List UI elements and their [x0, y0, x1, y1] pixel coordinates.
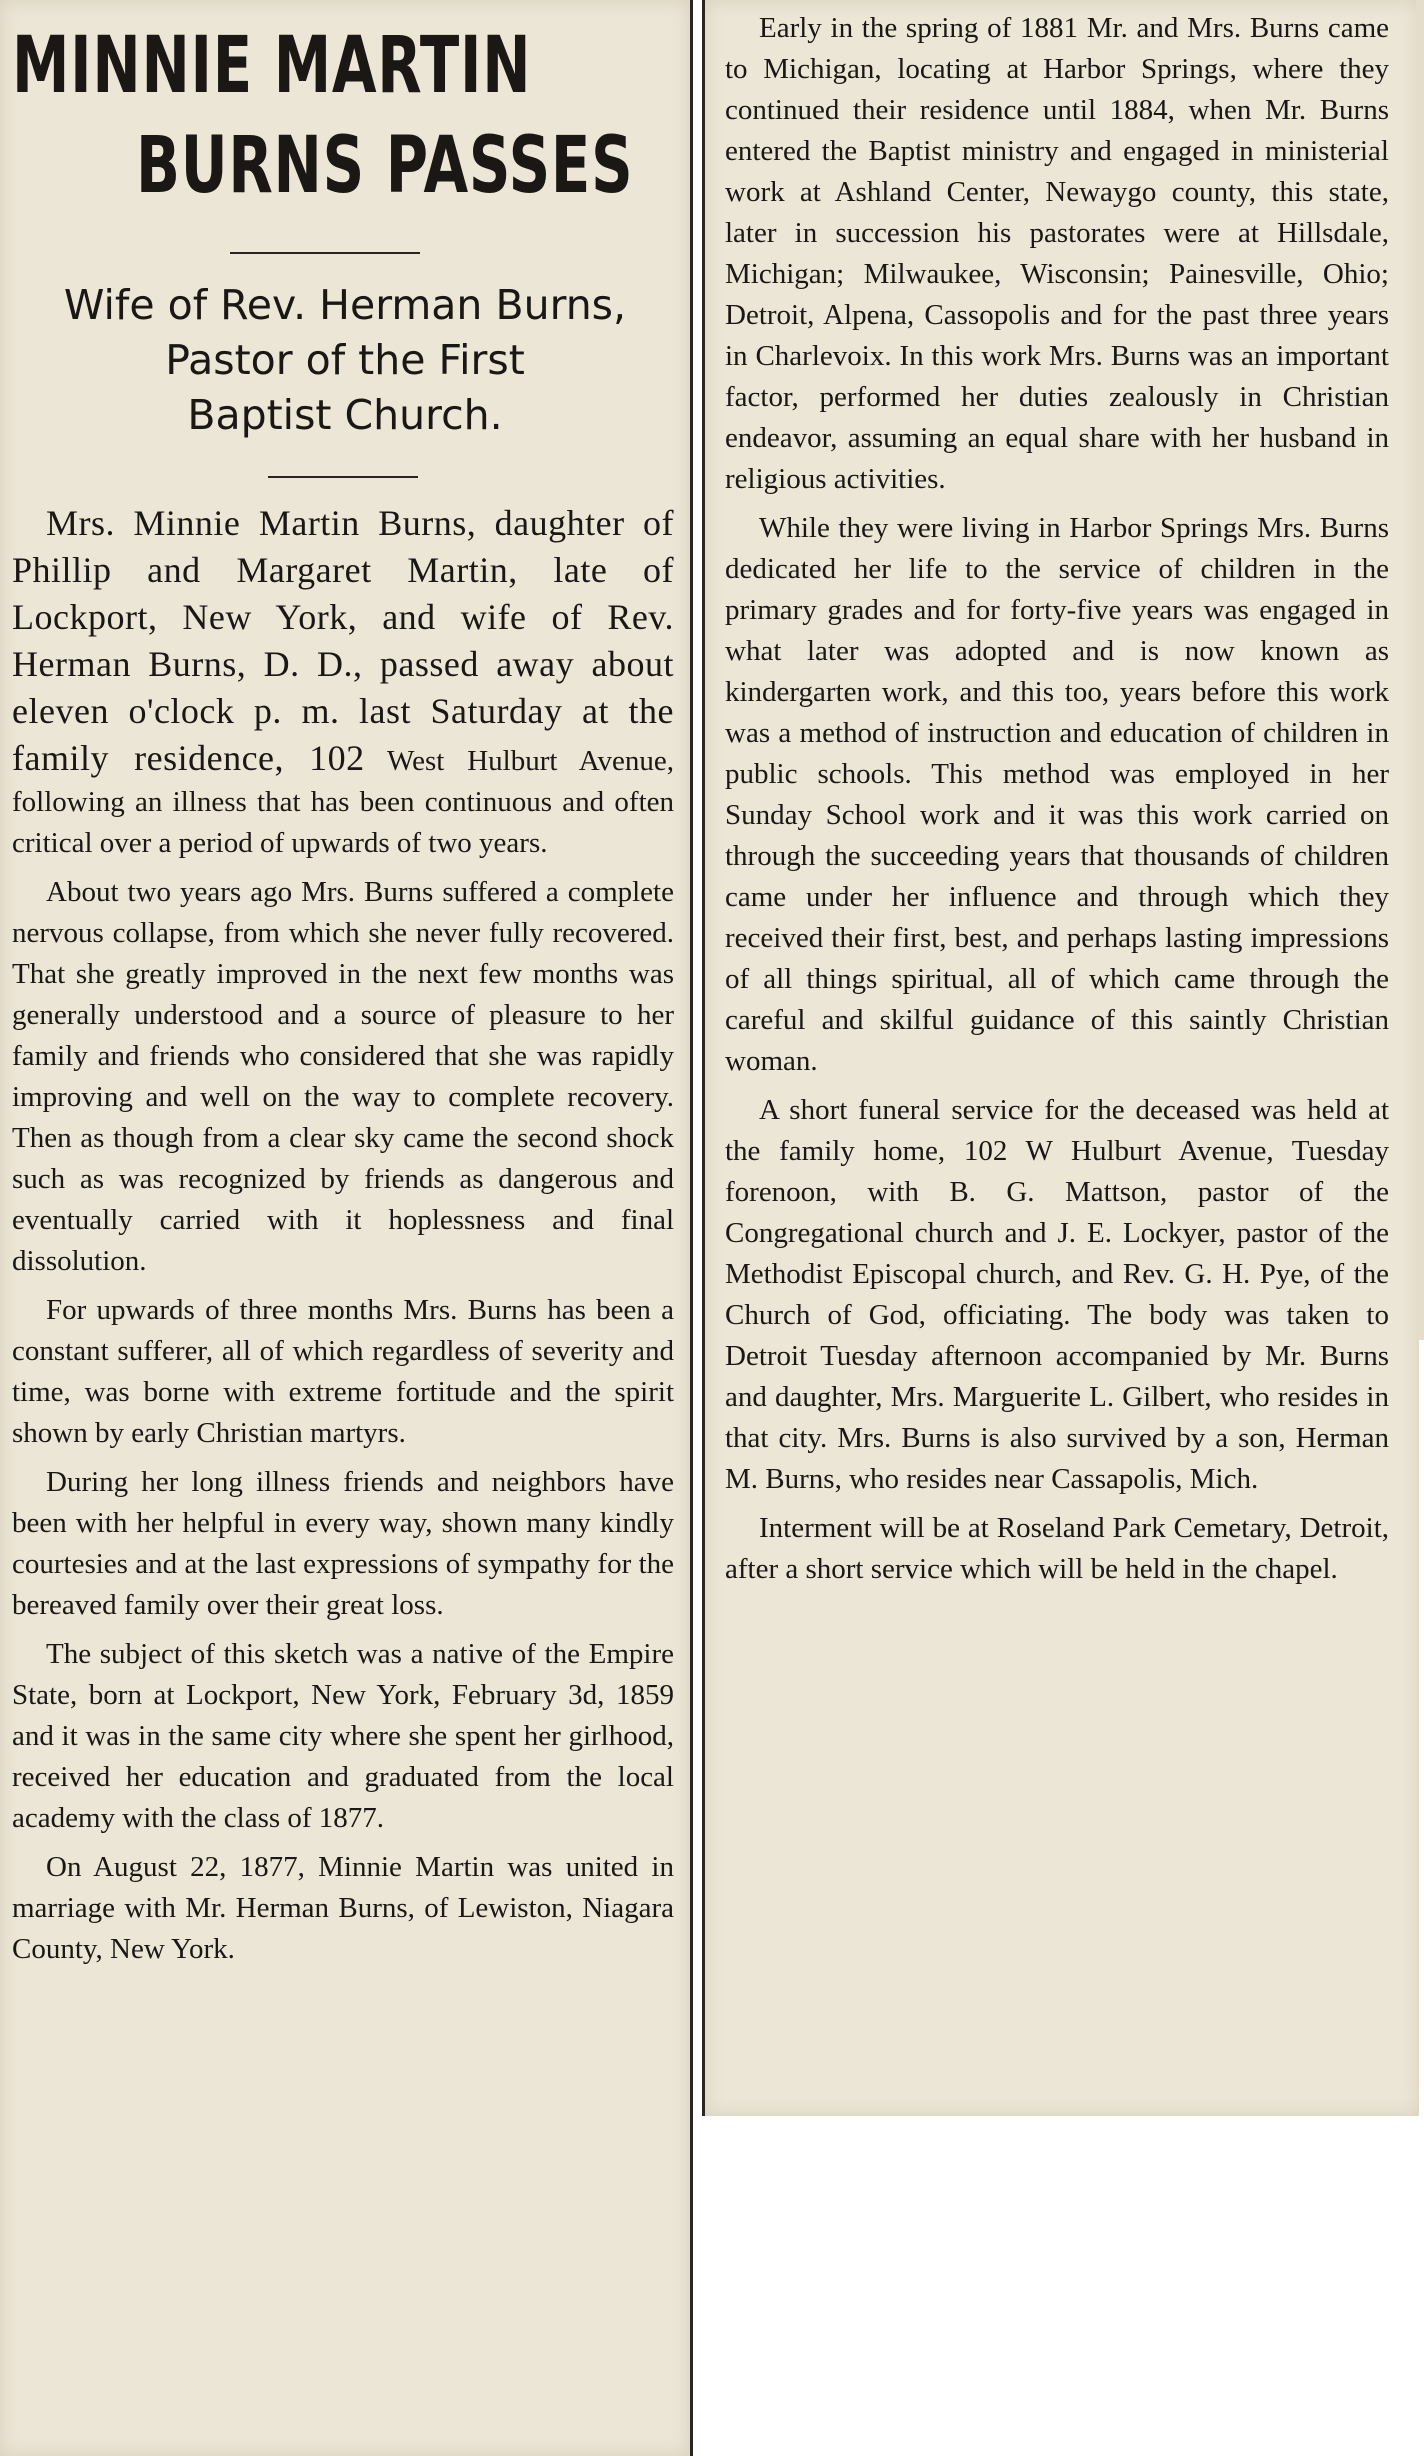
subheadline-line-3: Baptist Church.: [187, 391, 503, 439]
paragraph-suffering: For upwards of three months Mrs. Burns has been a constant sufferer, all of which regardless of severity and time, was borne with extreme fortitude and the spirit shown by early Christian martyrs.: [12, 1294, 674, 1449]
right-article-text: [725, 8, 1389, 1598]
paragraph-illness: About two years ago Mrs. Burns suffered a complete nervous collapse, from which she never fully recovered. That she greatly improved in the next few months was generally understood and a source of pleasure to her family and friends who considered that she was rapidly improving and well on the way to complete recovery. Then as though from a clear sky came the second shock such as was recognized by friends as dangerous and eventually carried with it hoplessness and final dissolution.: [12, 876, 674, 1277]
paragraph-opening: [12, 500, 674, 864]
paragraph-opening-rest: West Hulburt Avenue, following an illness that has been continuous and often critical over a period of upwards of two years.: [12, 745, 674, 859]
paragraph-marriage: On August 22, 1877, Minnie Martin was united in marriage with Mr. Herman Burns, of Lewiston, Niagara County, New York.: [12, 1851, 674, 1965]
headline-line-1: MINNIE MARTIN: [12, 21, 532, 111]
headline-divider: [230, 252, 420, 254]
subheadline: [0, 278, 690, 443]
paragraph-opening-lead: Mrs. Minnie Martin Burns, daughter of Phillip and Margaret Martin, late of Lockport, New York, and wife of Rev. Herman Burns, D. D., passed away about eleven o'clock p. m. last Saturday at the family residence, 102: [12, 503, 674, 778]
paragraph-interment: Interment will be at Roseland Park Cemetary, Detroit, after a short service which will be held in the chapel.: [725, 1512, 1389, 1585]
subheadline-line-2: Pastor of the First: [165, 336, 525, 384]
paragraph-kindergarten: While they were living in Harbor Springs Mrs. Burns dedicated her life to the service of children in the primary grades and for forty-five years was engaged in what later was adopted and is now known as kindergarten work, and this too, years before this work was a method of instruction and education of children in public schools. This method was employed in her Sunday School work and it was this work carried on through the succeeding years that thousands of children came under her influence and through which they received their first, best, and perhaps lasting impressions of all things spiritual, all of which came through the careful and skilful guidance of this saintly Christian woman.: [725, 512, 1389, 1077]
paragraph-friends: During her long illness friends and neighbors have been with her helpful in every way, shown many kindly courtesies and at the last expressions of sympathy for the bereaved family over their great loss.: [12, 1466, 674, 1621]
subheadline-line-1: Wife of Rev. Herman Burns,: [63, 281, 627, 329]
paragraph-funeral: A short funeral service for the deceased was held at the family home, 102 W Hulburt Avenue, Tuesday forenoon, with B. G. Mattson, pastor of the Congregational church and J. E. Lockyer, pastor of the Methodist Episcopal church, and Rev. G. H. Pye, of the Church of God, officiating. The body was taken to Detroit Tuesday afternoon accompanied by Mr. Burns and daughter, Mrs. Marguerite L. Gilbert, who resides in that city. Mrs. Burns is also survived by a son, Herman M. Burns, who resides near Cassapolis, Mich.: [725, 1094, 1389, 1495]
adjacent-column-fragment: [1416, 0, 1424, 1340]
subheadline-divider: [268, 476, 418, 478]
right-clipping-column: [702, 0, 1419, 2116]
left-clipping-column: [0, 0, 693, 2456]
paragraph-birth: The subject of this sketch was a native of the Empire State, born at Lockport, New York, February 3d, 1859 and it was in the same city where she spent her girlhood, received her education and graduated from the local academy with the class of 1877.: [12, 1638, 674, 1834]
headline-line-2: BURNS PASSES: [136, 121, 634, 211]
left-article-text: [12, 500, 674, 1978]
paragraph-michigan: Early in the spring of 1881 Mr. and Mrs. Burns came to Michigan, locating at Harbor Springs, where they continued their residence until 1884, when Mr. Burns entered the Baptist ministry and engaged in ministerial work at Ashland Center, Newaygo county, this state, later in succession his pastorates were at Hillsdale, Michigan; Milwaukee, Wisconsin; Painesville, Ohio; Detroit, Alpena, Cassopolis and for the past three years in Charlevoix. In this work Mrs. Burns was an important factor, performed her duties zealously in Christian endeavor, assuming an equal share with her husband in religious activities.: [725, 12, 1389, 495]
